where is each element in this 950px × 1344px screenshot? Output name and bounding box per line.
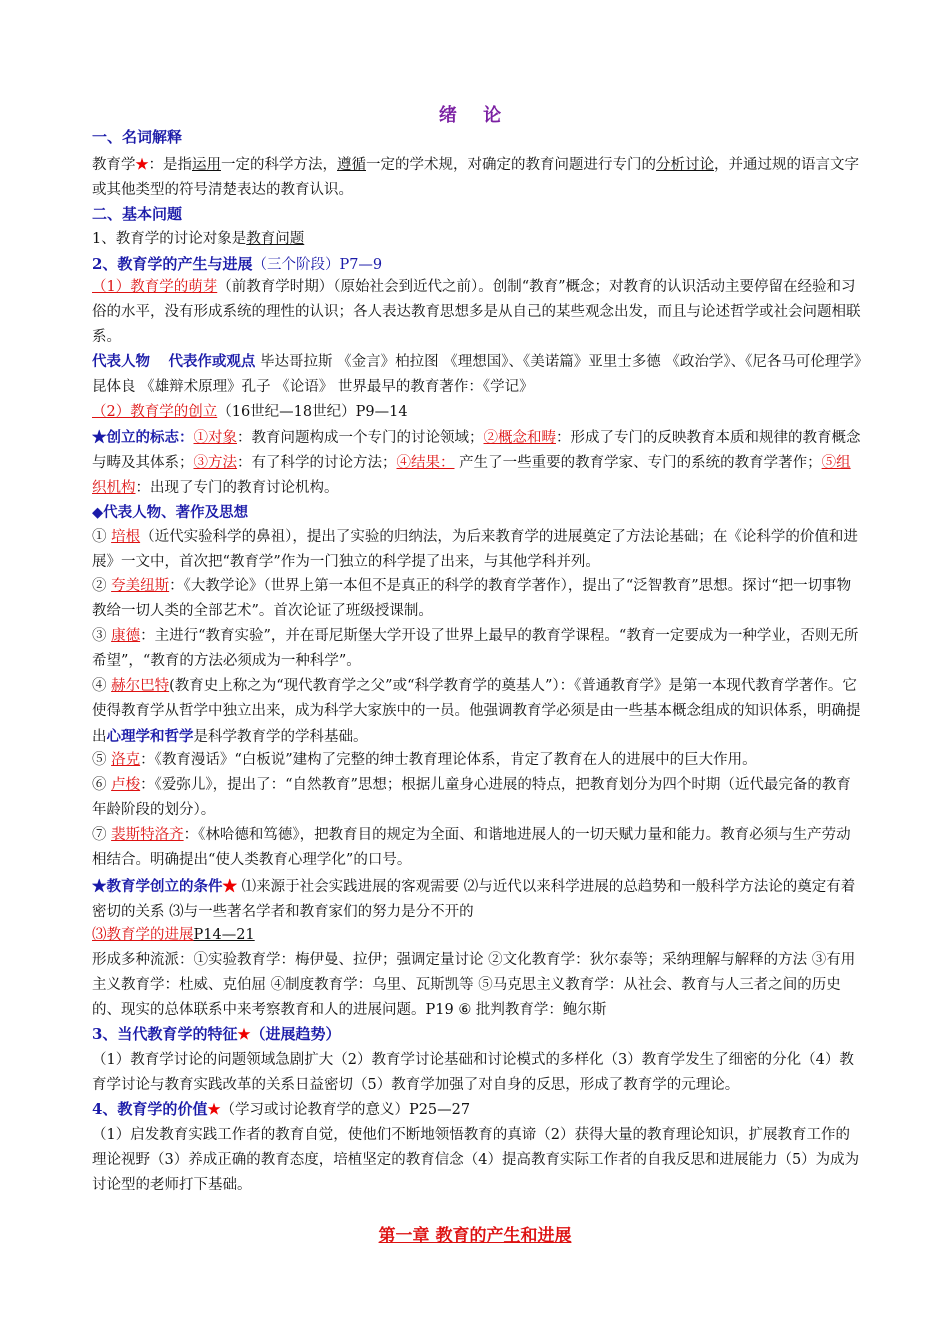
stage-2-label: （2）教育学的创立 [92,404,218,420]
person-name: 培根 [111,529,141,545]
term-label: 教育学 [92,157,136,173]
person-item: ⑦ 裴斯特洛齐：《林哈德和笃德》，把教育目的规定为全面、和谐地进展人的一切天赋力量和能力。教育必须与生产劳动相结合。明确提出“使人类教育心理学化”的口号。 [92,827,851,868]
person-item: ④ 赫尔巴特(教育史上称之为“现代教育学之父”或“科学教育学的奠基人”）：《普通教育学》是第一本现代教育学著作。它使得教育学从哲学中独立出来，成为科学大家族中的一员。他强调教育学必须是由一些基本概念组成的知识体系，明确提出心理学和哲学是科学教育学的学科基础。 [92,678,861,745]
star-icon: ★ [222,878,237,895]
stage-1-label: （1）教育学的萌芽 [92,279,218,295]
person-name: 裴斯特洛齐 [111,827,184,843]
question-4: 4、教育学的价值★（学习或讨论教育学的意义）P25—27 （1）启发教育实践工作者的教育自觉，使他们不断地领悟教育的真谛（2）获得大量的教育理论知识，扩展教育工作的理论视野（3）养成正确的教育态度，培植坚定的教育信念（4）提高教育实际工作者的自我反思和进展能力（5）为成为讨论型的老师打下基础。 [92,1100,860,1193]
person-name: 卢梭 [111,777,141,793]
person-name: 洛克 [111,752,141,768]
question-1: 1、教育学的讨论对象是教育问题 [92,231,305,247]
section-heading-terms: 一、名词解释 [92,128,183,146]
marks-heading: ★创立的标志： [92,429,194,446]
page-title: 绪 论 [438,105,512,126]
question-3: 3、当代教育学的特征★（进展趋势） （1）教育学讨论的问题领域急剧扩大（2）教育学讨论基础和讨论模式的多样化（3）教育学发生了细密的分化（4）教育学讨论与教育实践改革的关系日益密切（5）教育学加强了对自身的反思，形成了教育学的元理论。 [92,1025,854,1093]
definition-paragraph: 教育学★：是指运用一定的科学方法，遵循一定的学术规，对确定的教育问题进行专门的分析讨论，并通过规的语言文字或其他类型的符号清楚表达的教育认识。 [92,156,859,198]
stage-1-paragraph: （1）教育学的萌芽（前教育学时期）（原始社会到近代之前）。创制“教育”概念；对教育的认识活动主要停留在经验和习俗的水平，没有形成系统的理性的认识；各人表达教育思想多是从自己的某些观念出发，而且与论述哲学或社会问题相联系。 [92,279,861,345]
stage-2-heading: （2）教育学的创立（16世纪—18世纪）P9—14 [92,404,408,420]
person-item: ⑤ 洛克：《教育漫话》“白板说”建构了完整的绅士教育理论体系，肯定了教育在人的进展中的巨大作用。 [92,752,757,768]
star-icon: ★ [207,1101,221,1118]
section-heading-basic: 二、基本问题 [92,205,183,223]
representatives-paragraph: 代表人物 代表作或观点 毕达哥拉斯 《金言》柏拉图 《理想国》、《美诺篇》亚里士多德 《政治学》、《尼各马可伦理学》昆体良 《雄辩术原理》孔子 《论语》 世界最早的教育著作：《学记》 [92,353,862,395]
person-item: ⑥ 卢梭：《爱弥儿》，提出了：“自然教育”思想；根据儿童身心进展的特点，把教育划分为四个时期（近代最完备的教育年龄阶段的划分）。 [92,777,851,818]
conditions-heading: ★教育学创立的条件 [92,878,223,895]
person-name: 赫尔巴特 [111,678,170,694]
people-section [92,500,864,525]
marks-paragraph: ★创立的标志：①对象：教育问题构成一个专门的讨论领域；②概念和畴：形成了专门的反映教育本质和规律的教育概念与畴及其体系；③方法：有了科学的讨论方法；④结果： 产生了一些重要的教育学家、专门的系统的教育学著作；⑤组织机构：出现了专门的教育讨论机构。 [92,429,861,496]
section-2 [92,202,864,278]
person-name: 夸美纽斯 [111,578,170,594]
star-icon: ★ [135,156,149,173]
person-name: 康德 [111,628,141,644]
conditions-paragraph: ★教育学创立的条件★ ⑴来源于社会实践进展的客观需要 ⑵与近代以来科学进展的总趋势和一般科学方法论的奠定有着密切的关系 ⑶与一些著名学者和教育家们的努力是分不开的 [92,878,856,920]
star-icon: ★ [237,1026,251,1043]
stage-3-paragraph: ⑶教育学的进展P14—21 形成多种流派：①实验教育学：梅伊曼、拉伊；强调定量讨论 ②文化教育学：狄尔泰等；采纳理解与解释的方法 ③有用主义教育学：杜威、克伯屈 ④制度教育学：乌里、瓦斯凯等 ⑤马克思主义教育学：从社会、教育与人三者之间的历史的、现实的总体联系中来考察教育和人的进展问题。P19 ⑥ 批判教育学：鲍尔斯 [92,927,856,1018]
people-heading: ◆代表人物、著作及思想 [92,504,249,521]
person-item: ② 夸美纽斯：《大教学论》（世界上第一本但不是真正的科学的教育学著作），提出了“泛智教育”思想。探讨“把一切事物教给一切人类的全部艺术”。首次论证了班级授课制。 [92,578,852,619]
person-item: ③ 康德：主进行“教育实验”，并在哥尼斯堡大学开设了世界上最早的教育学课程。“教育一定要成为一种学业，否则无所希望”，“教育的方法必须成为一种科学”。 [92,628,859,669]
stage-3-label: ⑶教育学的进展 [92,927,194,943]
question-2-heading: 2、教育学的产生与进展（三个阶段）P7—9 [92,255,383,273]
chapter-title: 第一章 教育的产生和进展 [378,1226,572,1246]
section-1 [92,125,864,150]
person-item: ① 培根（近代实验科学的鼻祖），提出了实验的归纳法，为后来教育学的进展奠定了方法论基础；在《论科学的价值和进展》一文中，首次把“教育学”作为一门独立的科学提了出来，与其他学科并列。 [92,529,858,570]
